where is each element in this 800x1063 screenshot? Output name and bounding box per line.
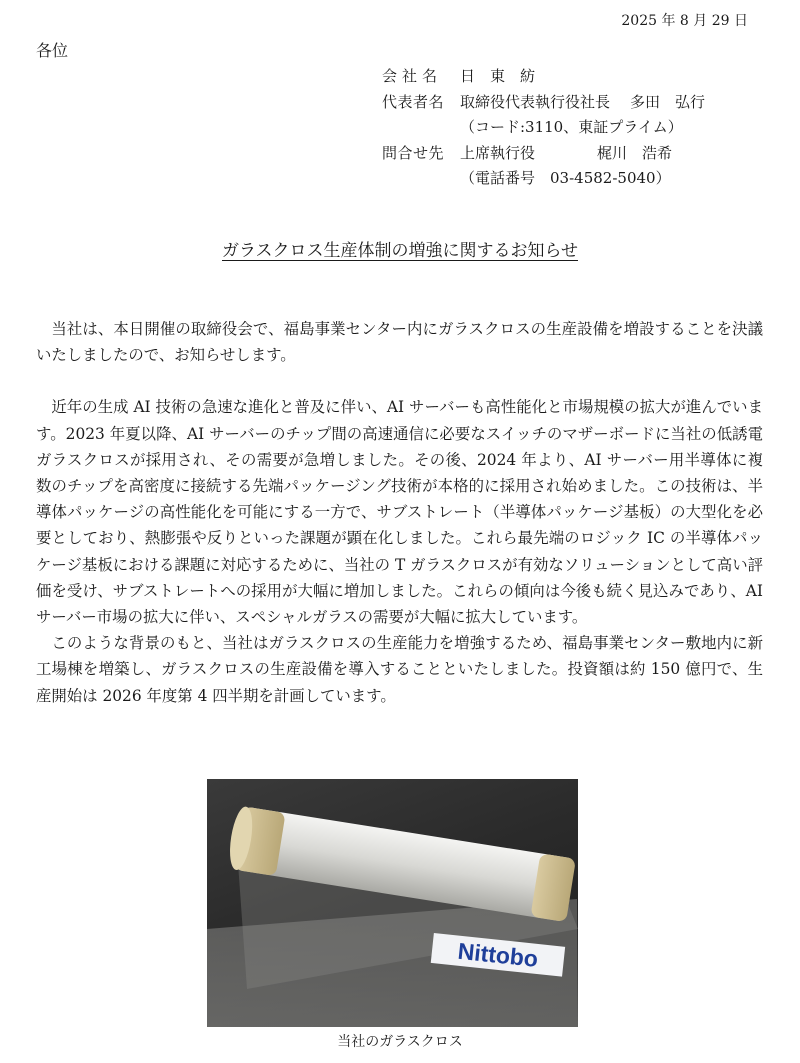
- glass-cloth-photo: [207, 779, 578, 1027]
- nittobo-logo: Nittobo: [456, 937, 540, 972]
- stock-code: （コード:3110、東証プライム）: [460, 118, 683, 136]
- notice-title-text: ガラスクロス生産体制の増強に関するお知らせ: [222, 241, 578, 261]
- paragraph-background: 近年の生成 AI 技術の急速な進化と普及に伴い、AI サーバーも高性能化と市場規模の拡大が進んでいます。2023 年夏以降、AI サーバーのチップ間の高速通信に必要なスイッチのマザーボードに当社の低誘電ガラスクロスが採用され、その需要が急増しました。その後、2024 年より、AI サーバー用半導体に複数のチップを高密度に接続する先端パッケージング技術が本格的に採用され始めました。この技術は、半導体パッケージの高性能化を可能にする一方で、サブストレート（半導体パッケージ基板）の大型化を必要としており、熱膨張や反りといった課題が顕在化しました。これら最先端のロジック IC の半導体パッケージ基板における課題に対応するために、当社の T ガラスクロスが有効なソリューションとして高い評価を受け、サブストレートへの採用が大幅に増加しました。これらの傾向は今後も続く見込みであり、AI サーバー市場の拡大に伴い、スペシャルガラスの需要が大幅に拡大しています。: [36, 398, 763, 627]
- representative-title: 取締役代表執行役社長: [460, 92, 611, 111]
- representative-label: 代表者名: [382, 92, 445, 111]
- contact-title: 上席執行役: [460, 143, 536, 162]
- representative-name: 多田 弘行: [630, 92, 706, 111]
- notice-body: [36, 316, 763, 709]
- addressee: 各位: [36, 41, 69, 60]
- contact-name: 梶川 浩希: [597, 143, 673, 162]
- photo-caption: 当社のガラスクロス: [337, 1034, 463, 1050]
- contact-label: 問合せ先: [382, 143, 445, 162]
- phone-number: （電話番号 03-4582-5040）: [460, 169, 671, 187]
- notice-title: [0, 236, 800, 261]
- sender-block: [382, 64, 705, 192]
- paragraph-investment: このような背景のもと、当社はガラスクロスの生産能力を増強するため、福島事業センター敷地内に新工場棟を増築し、ガラスクロスの生産設備を導入することといたしました。投資額は約 150 億円で、生産開始は 2026 年度第 4 四半期を計画しています。: [36, 634, 763, 705]
- paragraph-intro: 当社は、本日開催の取締役会で、福島事業センター内にガラスクロスの生産設備を増設することを決議いたしましたので、お知らせします。: [36, 320, 763, 365]
- company-label: 会社名: [382, 67, 443, 85]
- company-name: 日 東 紡: [460, 67, 536, 85]
- date: 2025 年 8 月 29 日: [621, 13, 748, 29]
